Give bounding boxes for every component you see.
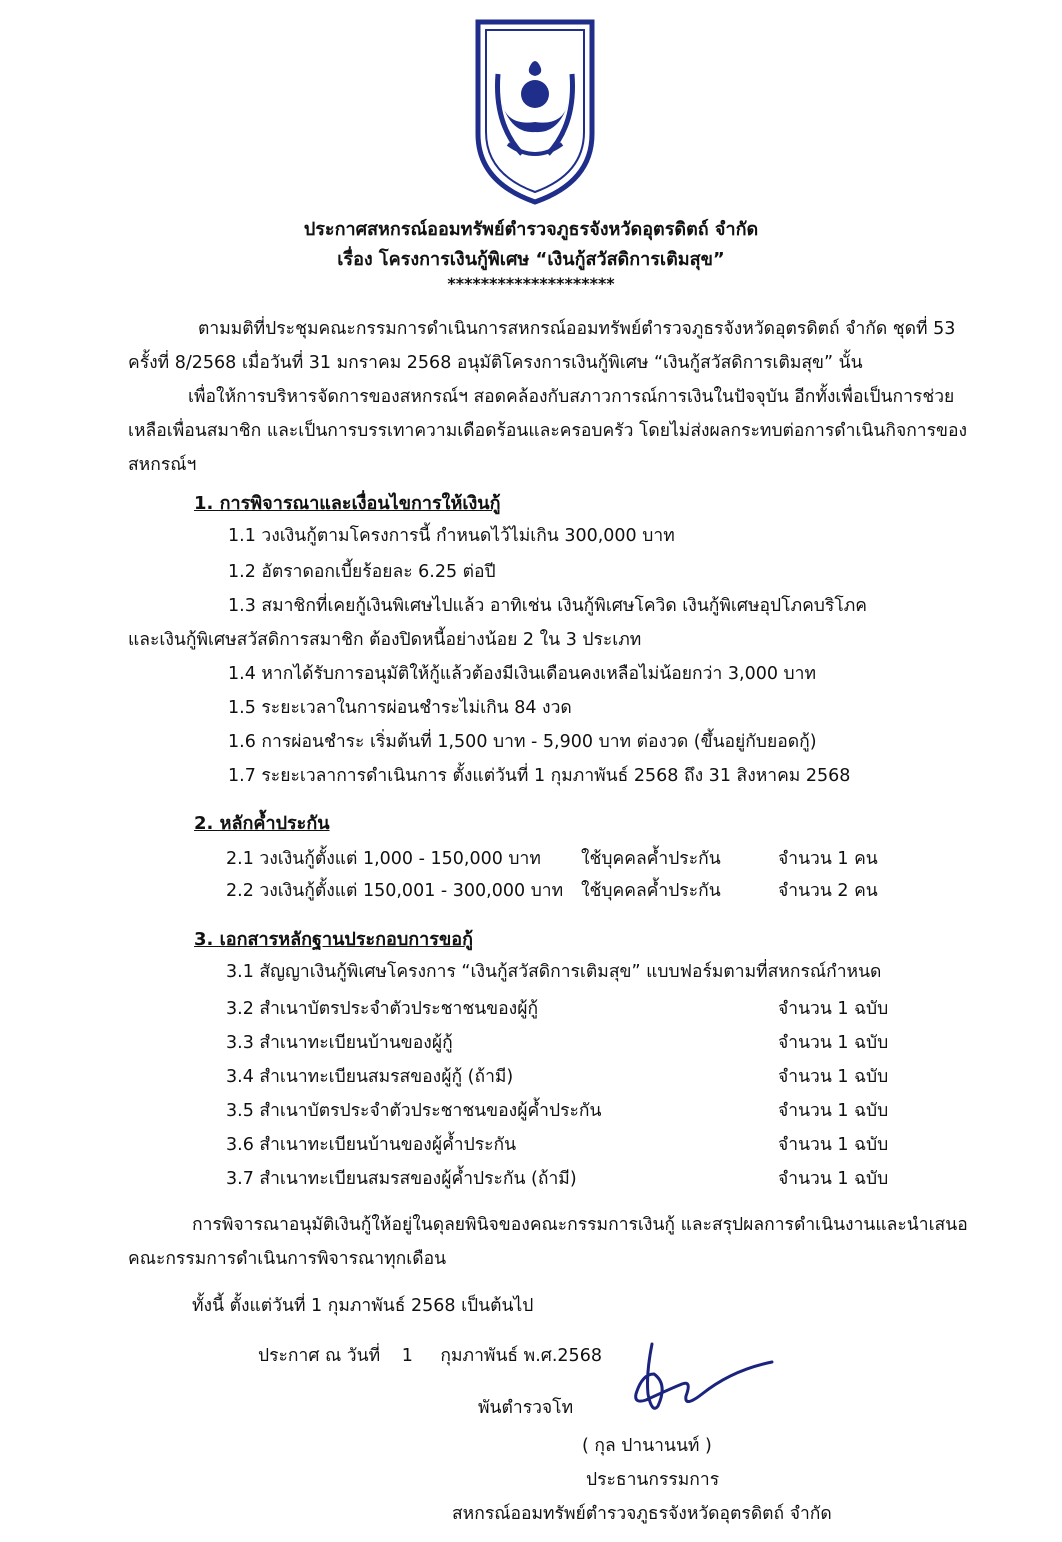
- document-item-contract: 3.1 สัญญาเงินกู้พิเศษโครงการ “เงินกู้สวัสดิการเติมสุข” แบบฟอร์มตามที่สหกรณ์กำหนด: [226, 962, 882, 982]
- document-row: [226, 1028, 906, 1056]
- document-count: จำนวน 1 ฉบับ: [778, 1135, 889, 1155]
- announce-month-year: กุมภาพันธ์ พ.ศ.2568: [440, 1346, 602, 1366]
- announcement-title: ประกาศสหกรณ์ออมทรัพย์ตำรวจภูธรจังหวัดอุตรดิตถ์ จำกัด: [303, 219, 759, 240]
- signer-name: ( กุล ปานานนท์ ): [582, 1436, 712, 1456]
- signer-rank: พันตำรวจโท: [478, 1398, 574, 1418]
- logo-emblem-text: [472, 206, 598, 207]
- document-count: จำนวน 1 ฉบับ: [778, 999, 889, 1019]
- section-1-item: 1.2 อัตราดอกเบี้ยร้อยละ 6.25 ต่อปี: [228, 562, 496, 582]
- document-count: จำนวน 1 ฉบับ: [778, 1169, 889, 1189]
- announcement-subject: เรื่อง โครงการเงินกู้พิเศษ “เงินกู้สวัสดิการเติมสุข”: [337, 249, 725, 270]
- document-count: จำนวน 1 ฉบับ: [778, 1033, 889, 1053]
- document-count: จำนวน 1 ฉบับ: [778, 1067, 889, 1087]
- guarantee-range: 2.1 วงเงินกู้ตั้งแต่ 1,000 - 150,000 บาท: [226, 849, 541, 869]
- effective-date: ทั้งนี้ ตั้งแต่วันที่ 1 กุมภาพันธ์ 2568 เป็นต้นไป: [192, 1296, 534, 1316]
- section-1-item: 1.4 หากได้รับการอนุมัติให้กู้แล้วต้องมีเงินเดือนคงเหลือไม่น้อยกว่า 3,000 บาท: [228, 664, 817, 684]
- guarantee-row: [226, 844, 906, 872]
- document-row: [226, 994, 906, 1022]
- section-1-item: 1.7 ระยะเวลาการดำเนินการ ตั้งแต่วันที่ 1 กุมภาพันธ์ 2568 ถึง 31 สิงหาคม 2568: [228, 766, 851, 786]
- announce-prefix: ประกาศ ณ วันที่: [258, 1346, 381, 1366]
- section-1-item: 1.5 ระยะเวลาในการผ่อนชำระไม่เกิน 84 งวด: [228, 698, 572, 718]
- document-name: 3.2 สำเนาบัตรประจำตัวประชาชนของผู้กู้: [226, 999, 539, 1019]
- section-3-heading: 3. เอกสารหลักฐานประกอบการขอกู้: [194, 929, 473, 950]
- signer-organization: สหกรณ์ออมทรัพย์ตำรวจภูธรจังหวัดอุตรดิตถ์ จำกัด: [452, 1504, 832, 1524]
- document-name: 3.6 สำเนาทะเบียนบ้านของผู้ค้ำประกัน: [226, 1135, 517, 1155]
- intro-paragraph-1: ตามมติที่ประชุมคณะกรรมการดำเนินการสหกรณ์ออมทรัพย์ตำรวจภูธรจังหวัดอุตรดิตถ์ จำกัด ชุดที่ 53 ครั้งที่ 8/2568 เมื่อวันที่ 31 มกราคม 2568 อนุมัติโครงการเงินกู้พิเศษ “เงินกู้สวัสดิการเติมสุข” นั้น: [128, 319, 956, 373]
- document-row: [226, 1130, 906, 1158]
- signature-scribble: [612, 1334, 792, 1424]
- title-separator-stars: ********************: [447, 274, 615, 293]
- intro-paragraph-2: เพื่อให้การบริหารจัดการของสหกรณ์ฯ สอดคล้องกับสภาวการณ์การเงินในปัจจุบัน อีกทั้งเพื่อเป็นการช่วยเหลือเพื่อนสมาชิก และเป็นการบรรเทาความเดือดร้อนและครอบครัว โดยไม่ส่งผลกระทบต่อการดำเนินกิจการของสหกรณ์ฯ: [128, 387, 968, 475]
- guarantee-range: 2.2 วงเงินกู้ตั้งแต่ 150,001 - 300,000 บาท: [226, 881, 564, 901]
- announce-day: 1: [401, 1346, 413, 1366]
- guarantee-count: จำนวน 1 คน: [778, 849, 878, 869]
- document-count: จำนวน 1 ฉบับ: [778, 1101, 889, 1121]
- document-row: [226, 1096, 906, 1124]
- document-name: 3.7 สำเนาทะเบียนสมรสของผู้ค้ำประกัน (ถ้ามี): [226, 1169, 577, 1189]
- section-2-heading: 2. หลักค้ำประกัน: [194, 813, 330, 834]
- document-row: [226, 1164, 906, 1192]
- document-name: 3.5 สำเนาบัตรประจำตัวประชาชนของผู้ค้ำประกัน: [226, 1101, 602, 1121]
- guarantee-count: จำนวน 2 คน: [778, 881, 878, 901]
- document-name: 3.4 สำเนาทะเบียนสมรสของผู้กู้ (ถ้ามี): [226, 1067, 514, 1087]
- guarantee-type: ใช้บุคคลค้ำประกัน: [581, 881, 721, 901]
- guarantee-type: ใช้บุคคลค้ำประกัน: [581, 849, 721, 869]
- closing-paragraph: การพิจารณาอนุมัติเงินกู้ให้อยู่ในดุลยพินิจของคณะกรรมการเงินกู้ และสรุปผลการดำเนินงานและนำเสนอคณะกรรมการดำเนินการพิจารณาทุกเดือน: [128, 1215, 968, 1269]
- section-1-item: 1.1 วงเงินกู้ตามโครงการนี้ กำหนดไว้ไม่เกิน 300,000 บาท: [228, 526, 675, 546]
- cooperative-logo: [472, 14, 598, 206]
- announce-date-line: [258, 1344, 602, 1368]
- section-1-heading: 1. การพิจารณาและเงื่อนไขการให้เงินกู้: [194, 493, 501, 514]
- section-1-item-continuation: และเงินกู้พิเศษสวัสดิการสมาชิก ต้องปิดหนี้อย่างน้อย 2 ใน 3 ประเภท: [128, 630, 642, 650]
- guarantee-row: [226, 876, 906, 904]
- section-1-item: 1.3 สมาชิกที่เคยกู้เงินพิเศษไปแล้ว อาทิเช่น เงินกู้พิเศษโควิด เงินกู้พิเศษอุปโภคบริโภค: [228, 596, 867, 616]
- document-name: 3.3 สำเนาทะเบียนบ้านของผู้กู้: [226, 1033, 453, 1053]
- section-1-item: 1.6 การผ่อนชำระ เริ่มต้นที่ 1,500 บาท - 5,900 บาท ต่องวด (ขึ้นอยู่กับยอดกู้): [228, 732, 817, 752]
- signer-position: ประธานกรรมการ: [586, 1470, 720, 1490]
- document-row: [226, 1062, 906, 1090]
